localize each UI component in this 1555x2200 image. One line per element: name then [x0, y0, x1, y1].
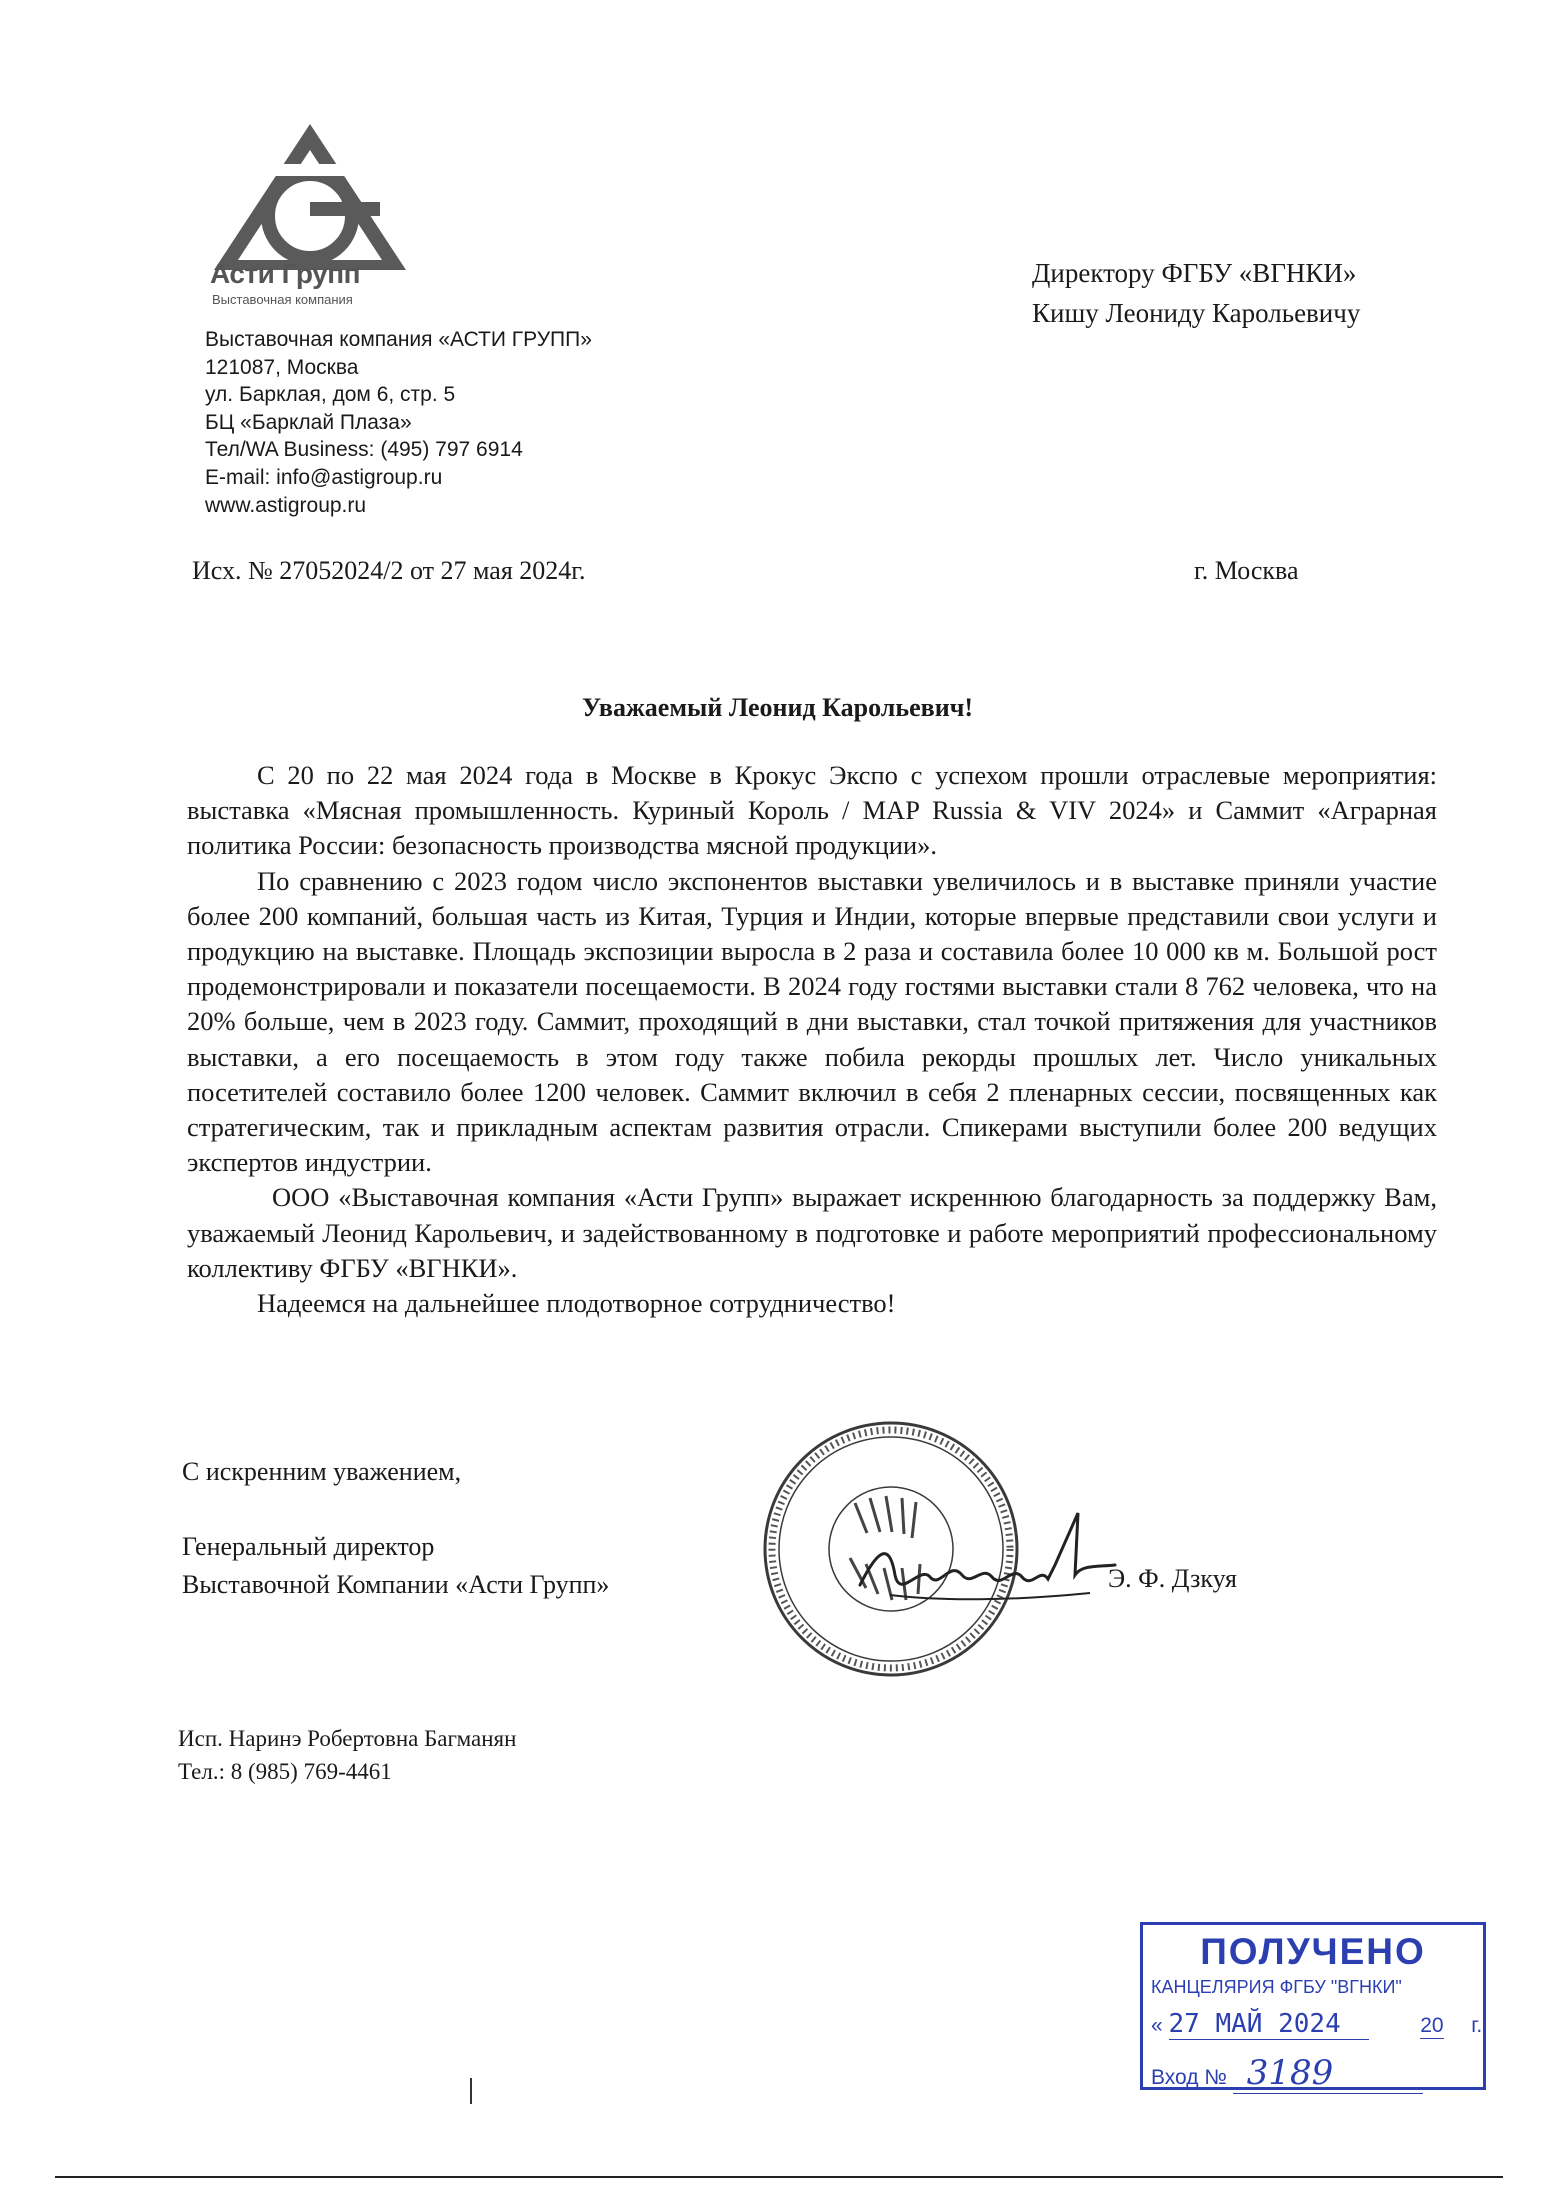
salutation: Уважаемый Леонид Карольевич! — [581, 693, 974, 722]
company-logo-subtitle: Выставочная компания — [212, 292, 353, 307]
page-bottom-rule — [55, 2176, 1503, 2178]
received-stamp-in-label: Вход № — [1151, 2066, 1227, 2089]
received-stamp-date: 27 МАЙ 2024 — [1168, 2009, 1341, 2039]
addressee-line: Кишу Леониду Карольевичу — [1032, 298, 1361, 328]
received-stamp-office: КАНЦЕЛЯРИЯ ФГБУ "ВГНКИ" — [1151, 1977, 1402, 1997]
letter-body — [187, 758, 1437, 1321]
signer-title-line: Генеральный директор — [182, 1532, 435, 1561]
outgoing-reference: Исх. № 27052024/2 от 27 мая 2024г. — [192, 556, 586, 585]
received-stamp-date-row — [1151, 2009, 1481, 2040]
sender-phone: Тел/WA Business: (495) 797 6914 — [205, 438, 523, 462]
sender-address-block — [205, 326, 592, 519]
closing: С искренним уважением, — [182, 1457, 462, 1486]
received-stamp-year-unit: г. — [1471, 2014, 1483, 2037]
body-paragraph: Надеемся на дальнейшее плодотворное сотрудничество! — [257, 1288, 896, 1319]
sender-email: E-mail: info@astigroup.ru — [205, 465, 443, 489]
sender-line: БЦ «Барклай Плаза» — [205, 410, 412, 434]
executor-phone: Тел.: 8 (985) 769-4461 — [178, 1759, 392, 1784]
body-paragraph: ООО «Выставочная компания «Асти Групп» выражает искреннюю благодарность за поддержку Вам, уважаемый Леонид Карольевич, и задействованному в подготовке и работе мероприятий профессиональному коллективу ФГБУ «ВГНКИ». — [187, 1182, 1437, 1283]
asti-group-logo-icon — [210, 120, 410, 275]
sender-line: 121087, Москва — [205, 355, 359, 379]
city: г. Москва — [1194, 556, 1299, 585]
body-paragraph: С 20 по 22 мая 2024 года в Москве в Крокус Экспо с успехом прошли отраслевые мероприятия: выставка «Мясная промышленность. Куриный Король / MAP Russia & VIV 2024» и Саммит «Аграрная политика России: безопасность производства мясной продукции». — [187, 760, 1437, 861]
sender-line: ул. Барклая, дом 6, стр. 5 — [205, 383, 456, 407]
received-stamp-in-row — [1151, 2053, 1423, 2094]
received-stamp-in-number: 3189 — [1246, 2053, 1334, 2093]
addressee-block — [1032, 253, 1360, 333]
executor-block — [178, 1722, 516, 1788]
sender-website: www.astigroup.ru — [205, 493, 367, 517]
sender-line: Выставочная компания «АСТИ ГРУПП» — [205, 328, 592, 351]
signer-name: Э. Ф. Дзкуя — [1108, 1564, 1237, 1593]
addressee-line: Директору ФГБУ «ВГНКИ» — [1032, 258, 1357, 288]
received-stamp-title: ПОЛУЧЕНО — [1200, 1931, 1426, 1972]
received-stamp-year: 20 — [1420, 2014, 1444, 2037]
executor-name: Исп. Наринэ Робертовна Багманян — [178, 1726, 517, 1751]
received-stamp — [1140, 1922, 1486, 2093]
company-logo-name: Асти Групп — [210, 258, 361, 289]
handwritten-signature-icon — [850, 1505, 1140, 1620]
signer-title — [182, 1528, 609, 1604]
received-stamp-open-quote: « — [1151, 2014, 1163, 2037]
signer-title-line: Выставочной Компании «Асти Групп» — [182, 1570, 610, 1599]
body-paragraph: По сравнению с 2023 годом число экспонентов выставки увеличилось и в выставке приняли участие более 200 компаний, большая часть из Китая, Турция и Индии, которые впервые представили свои услуги и продукцию на выставке. Площадь экспозиции выросла в 2 раза и составила более 10 000 кв м. Большой рост продемонстрировали и показатели посещаемости. В 2024 году гостями выставки стали 8 762 человека, что на 20% больше, чем в 2023 году. Саммит, проходящий в дни выставки, стал точкой притяжения для участников выставки, а его посещаемость в этом году также побила рекорды прошлых лет. Число уникальных посетителей составило более 1200 человек. Саммит включил в себя 2 пленарных сессии, посвященных как стратегическим, так и прикладным аспектам развития отрасли. Спикерами выступили более 200 ведущих экспертов индустрии. — [187, 865, 1437, 1178]
scan-mark — [470, 2078, 472, 2104]
